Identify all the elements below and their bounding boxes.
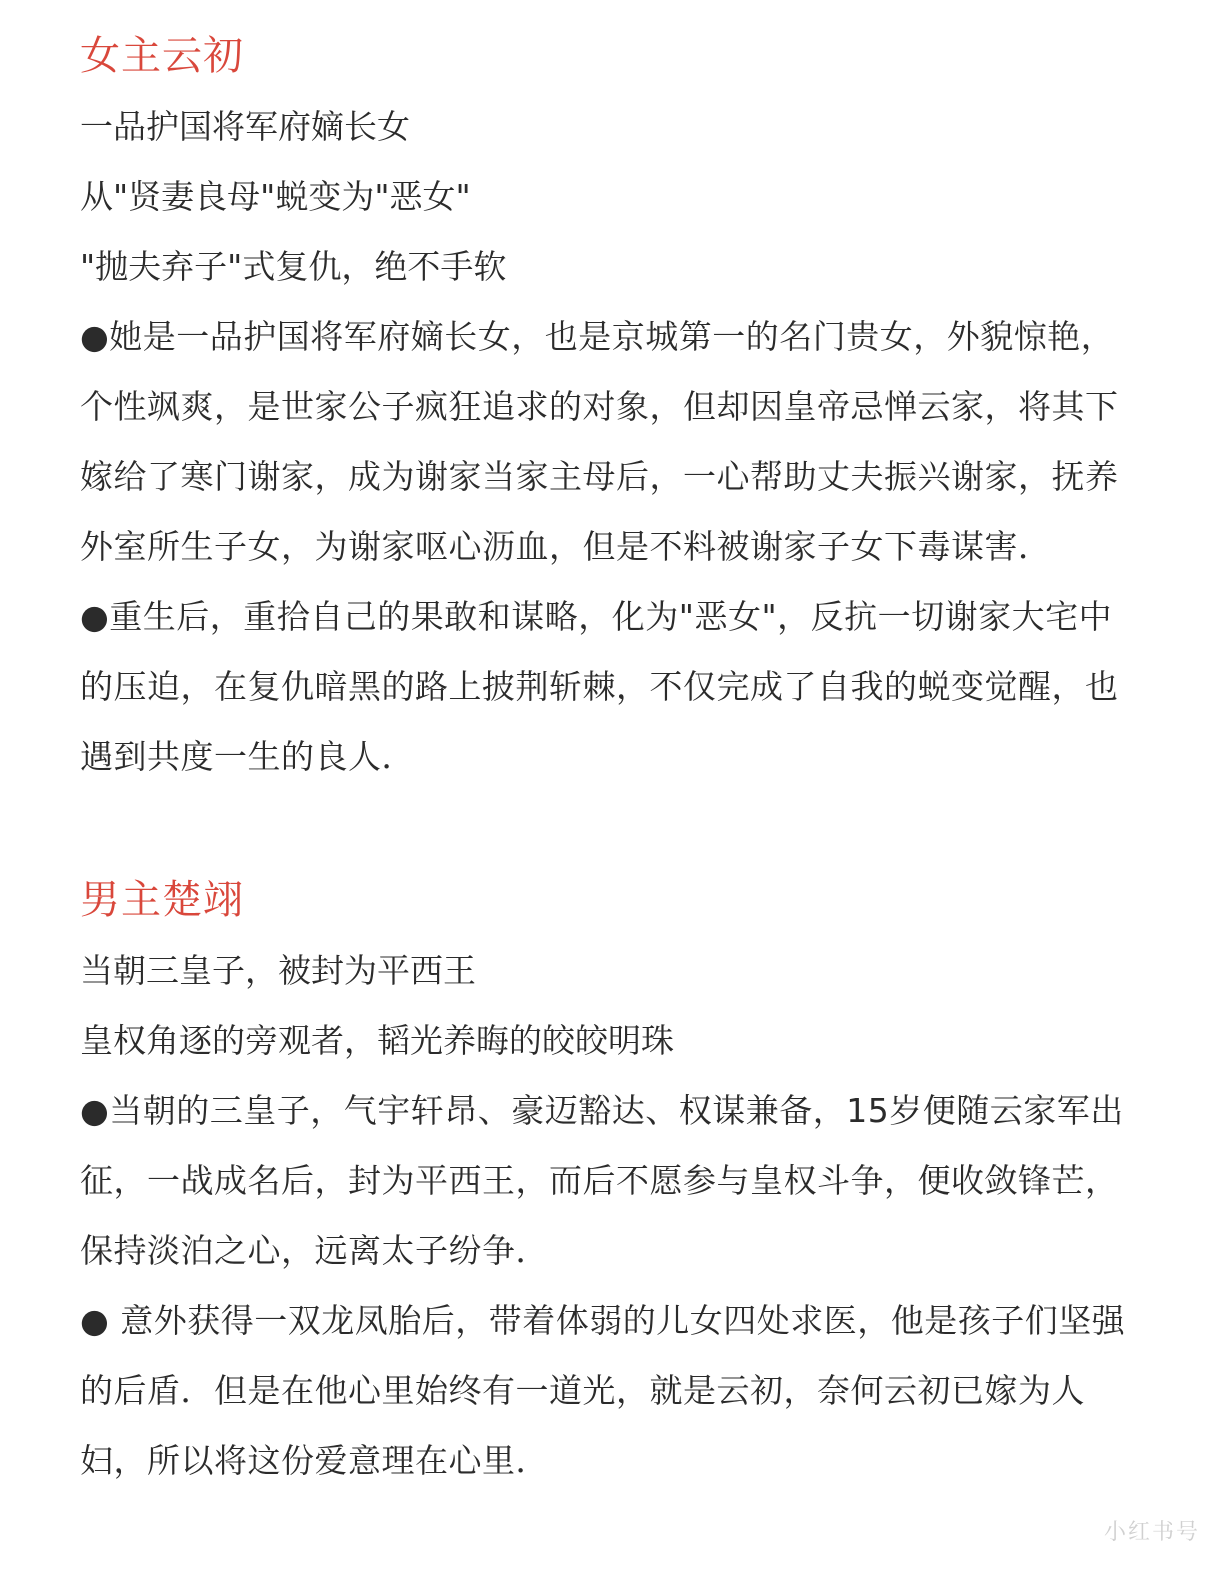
watermark: 小红书号 [1103,1520,1200,1545]
male-lead-paragraph-1: ●当朝的三皇子，气宇轩昂、豪迈豁达、权谋兼备，15岁便随云家军出征，一战成名后，封为平西王，而后不愿参与皇权斗争，便收敛锋芒，保持淡泊之心，远离太子纷争． [80,1091,1124,1270]
female-lead-title: 女主云初 [80,33,244,79]
female-lead-tagline-3: "抛夫弃子"式复仇，绝不手软 [80,247,507,286]
article-content [80,26,1140,1496]
female-lead-tagline-2: 从"贤妻良母"蜕变为"恶女" [80,177,471,216]
male-lead-paragraph-2: ● 意外获得一双龙凤胎后，带着体弱的儿女四处求医，他是孩子们坚强的后盾．但是在他心里始终有一道光，就是云初，奈何云初已嫁为人妇，所以将这份爱意理在心里． [80,1301,1126,1480]
male-lead-tagline-1: 当朝三皇子，被封为平西王 [80,951,476,990]
female-lead-section [80,26,1140,792]
male-lead-title: 男主楚翊 [80,877,244,923]
female-lead-paragraph-2: ●重生后，重拾自己的果敢和谋略，化为"恶女"，反抗一切谢家大宅中的压迫，在复仇暗黑的路上披荆斩棘，不仅完成了自我的蜕变觉醒，也遇到共度一生的良人． [80,597,1119,776]
female-lead-paragraph-1: ●她是一品护国将军府嫡长女，也是京城第一的名门贵女，外貌惊艳，个性飒爽，是世家公子疯狂追求的对象，但却因皇帝忌惮云家，将其下嫁给了寒门谢家，成为谢家当家主母后，一心帮助丈夫振兴谢家，抚养外室所生子女，为谢家呕心沥血，但是不料被谢家子女下毒谋害． [80,317,1119,566]
female-lead-tagline-1: 一品护国将军府嫡长女 [80,107,410,146]
male-lead-section [80,870,1140,1496]
male-lead-tagline-2: 皇权角逐的旁观者，韬光养晦的皎皎明珠 [80,1021,674,1060]
section-spacer [80,792,1140,870]
